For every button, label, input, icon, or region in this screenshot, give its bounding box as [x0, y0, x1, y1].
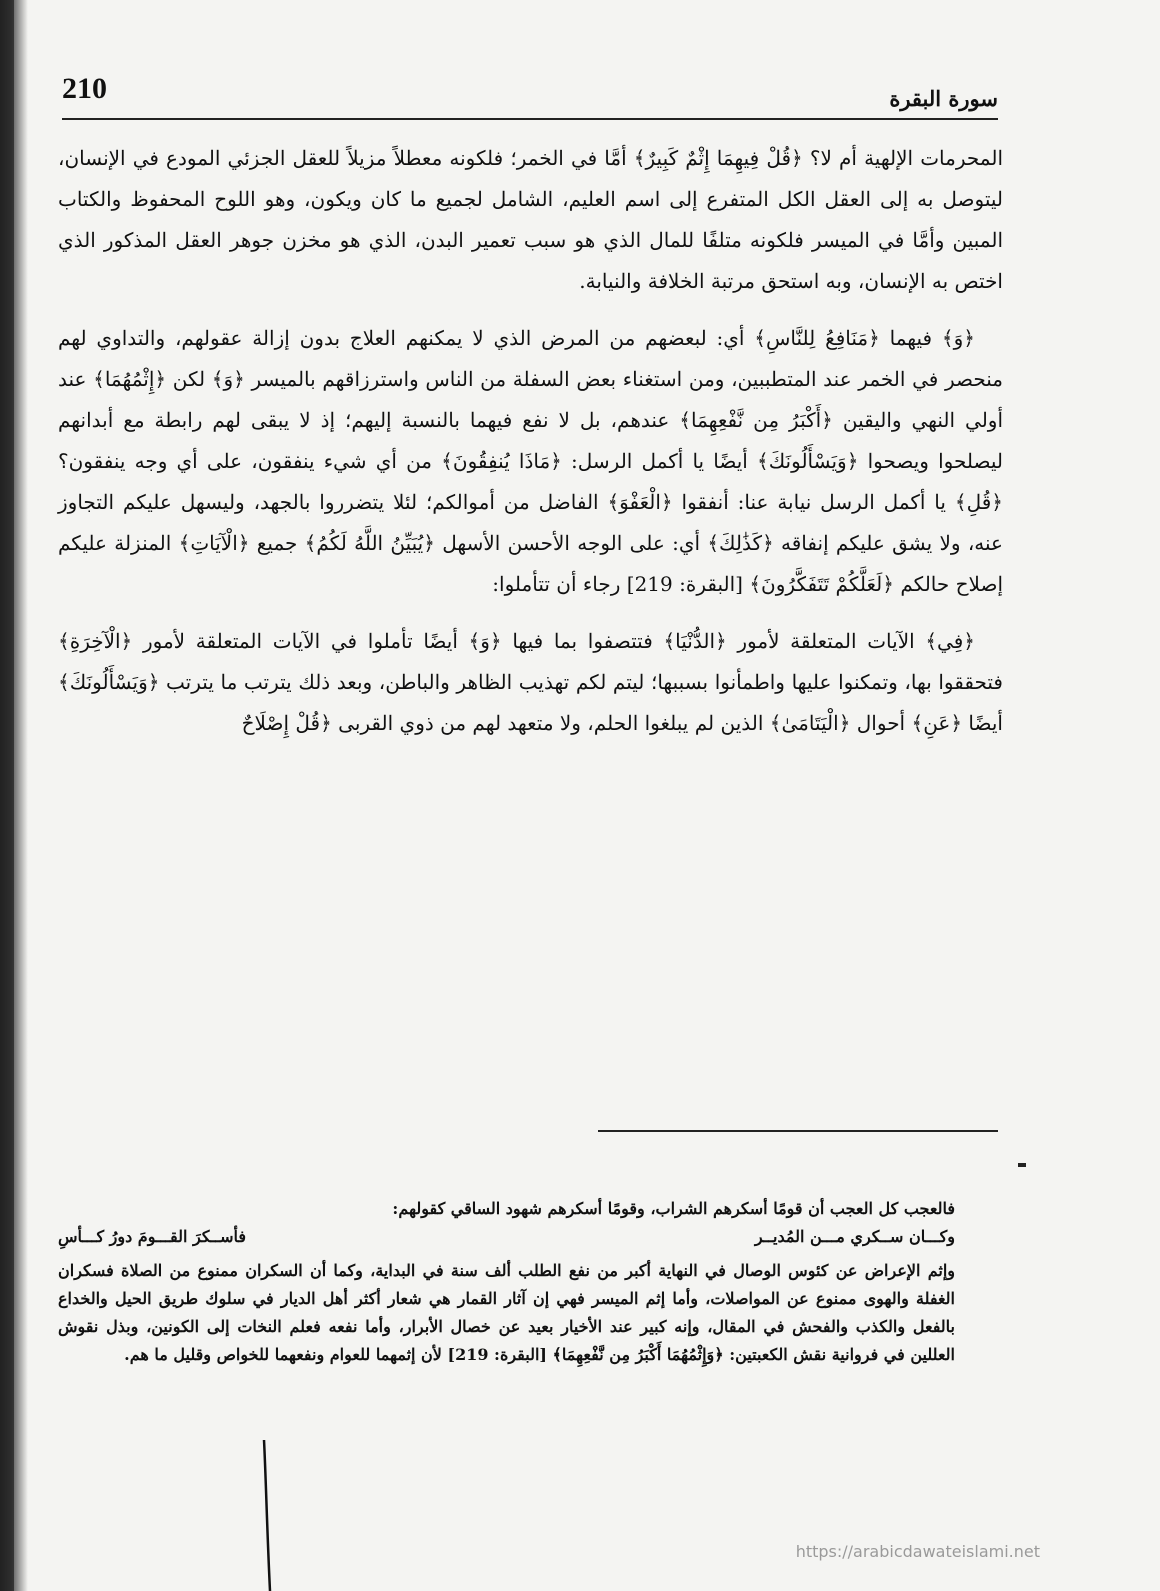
handwritten-pen-line	[262, 1440, 272, 1591]
paragraph: ﴿فِي﴾ الآيات المتعلقة لأمور ﴿الدُّنْيَا﴾ فتتصفوا بما فيها ﴿وَ﴾ أيضًا تأملوا في الآيات المتعلقة لأمور ﴿الْآخِرَةِ﴾ فتحققوا بها، وتمكنوا عليها واطمأنوا بسببها؛ ليتم لكم تهذيب الظاهر والباطن، وبعد ذلك يترتب ما يترتب ﴿وَيَسْأَلُونَكَ﴾ أيضًا ﴿عَنِ﴾ أحوال ﴿الْيَتَامَىٰ﴾ الذين لم يبلغوا الحلم، ولا متعهد لهم من ذوي القربى ﴿قُلْ إِصْلَاحٌ	[58, 629, 1003, 735]
paragraph: المحرمات الإلهية أم لا؟ ﴿قُلْ فِيهِمَا إِثْمٌ كَبِيرٌ﴾ أمَّا في الخمر؛ فلكونه معطلاً مزيلاً للعقل الجزئي المودع في الإنسان، ليتوصل به إلى العقل الكل المتفرع إلى اسم العليم، الشامل لجميع ما كان ويكون، وهو اللوح المحفوظ والكتاب المبين وأمَّا في الميسر فلكونه متلفًا للمال الذي هو سبب تعمير البدن، الذي هو مخزن جوهر العقل المذكور الذي اختص به الإنسان، وبه استحق مرتبة الخلافة والنيابة.	[58, 146, 1003, 293]
verse-hemistich: فأســكرَ القـــومَ دورُ كـــأسِ	[58, 1227, 246, 1246]
poetry-verse	[58, 1223, 955, 1251]
footnote-divider	[598, 1130, 998, 1132]
watermark: https://arabicdawateislami.net	[795, 1542, 1040, 1561]
footnote-intro: فالعجب كل العجب أن قومًا أسكرهم الشراب، وقومًا أسكرهم شهود الساقي كقولهم:	[392, 1199, 955, 1218]
main-text	[58, 138, 1003, 760]
page-header	[62, 68, 998, 120]
scan-mark	[1018, 1163, 1026, 1167]
page-number: 210	[62, 72, 107, 105]
scan-page-binding	[0, 0, 14, 1591]
paragraph: ﴿وَ﴾ فيهما ﴿مَنَافِعُ لِلنَّاسِ﴾ أي: لبعضهم من المرض الذي لا يمكنهم العلاج بدون إزالة عقولهم، والتداوي لهم منحصر في الخمر عند المتطببين، ومن استغناء بعض السفلة من الناس واسترزاقهم بالميسر ﴿وَ﴾ لكن ﴿إِثْمُهُمَا﴾ عند أولي النهي واليقين ﴿أَكْبَرُ مِن نَّفْعِهِمَا﴾ عندهم، بل لا نفع فيهما بالنسبة إليهم؛ إذ لا يبقى لهم رابطة مع أبدانهم ليصلحوا ويصحوا ﴿وَيَسْأَلُونَكَ﴾ أيضًا يا أكمل الرسل: ﴿مَاذَا يُنفِقُونَ﴾ من أي شيء ينفقون، على أي وجه ينفقون؟ ﴿قُلِ﴾ يا أكمل الرسل نيابة عنا: أنفقوا ﴿الْعَفْوَ﴾ الفاضل من أموالكم؛ لئلا يتضرروا بالجهد، وليسهل عليكم التجاوز عنه، ولا يشق عليكم إنفاقه ﴿كَذَٰلِكَ﴾ أي: على الوجه الأحسن الأسهل ﴿يُبَيِّنُ اللَّهُ لَكُمُ﴾ جميع ﴿الْآيَاتِ﴾ المنزلة عليكم إصلاح حالكم ﴿لَعَلَّكُمْ تَتَفَكَّرُونَ﴾ [البقرة: 219] رجاء أن تتأملوا:	[58, 326, 1003, 596]
footnotes	[58, 1195, 955, 1369]
running-head: سورة البقرة	[889, 86, 998, 111]
verse-hemistich: وكـــان ســكري مـــن المُديــر	[754, 1227, 955, 1246]
footnote-body: وإثم الإعراض عن كئوس الوصال في النهاية أكبر من نفع الطلب ألف سنة في البداية، وكما أن السكران ممنوع من الصلاة فسكران الغفلة والهوى ممنوع عن المواصلات، وأما إثم الميسر فهي إن آثار القمار هي شعار أكثر أهل الديار في سلوك طريق الحيل والخداع بالفعل والكذب والفحش في المقال، وإنه كبير عند الأخيار بعيد عن خصال الأبرار، وأما نفعه فعلم النخات إلى الكونين، وبذل نقوش العللين في فروانية نقش الكعبتين: ﴿وَإِثْمُهُمَا أَكْبَرُ مِن نَّفْعِهِمَا﴾ [البقرة: 219] لأن إثمهما للعوام ونفعهما للخواص وقليل ما هم.	[58, 1261, 955, 1364]
